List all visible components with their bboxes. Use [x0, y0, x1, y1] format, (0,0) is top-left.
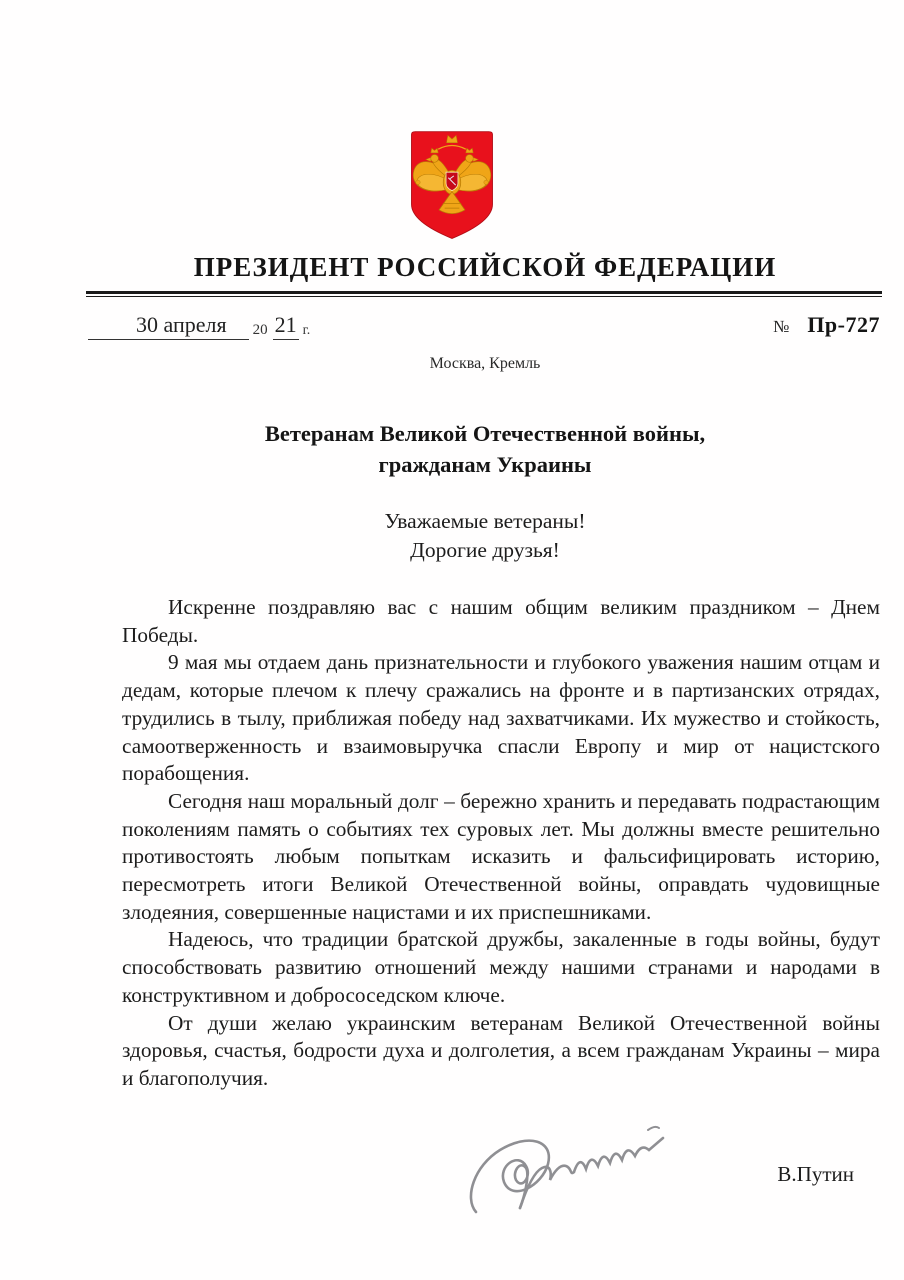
letter-body [122, 594, 880, 1093]
signatory-name: В.Путин [777, 1162, 854, 1186]
body-paragraph: От души желаю украинским ветеранам Великой Отечественной войны здоровья, счастья, бодрости духа и долголетия, а всем гражданам Украины – мира и благополучия. [122, 1010, 880, 1090]
date-line [88, 312, 310, 340]
body-paragraph: 9 мая мы отдаем дань признательности и глубокого уважения нашим отцам и дедам, которые плечом к плечу сражались на фронте и в партизанских отрядах, трудились в тылу, приближая победу над захватчиками. Их мужество и стойкость, самоотверженность и взаимовыручка спасли Европу и мир от нацистского порабощения. [122, 650, 880, 786]
addressee-block [88, 418, 882, 480]
date-year: 21 [273, 312, 299, 340]
date-suffix: г. [302, 323, 311, 338]
body-paragraph: Надеюсь, что традиции братской дружбы, закаленные в годы войны, будут способствовать развитию отношений между нашими странами и народами в конструктивном и добрососедском ключе. [122, 927, 880, 1007]
letterhead-divider [86, 291, 882, 297]
number-value: Пр-727 [807, 312, 880, 337]
signature-block [122, 1120, 880, 1230]
date-day-month: 30 апреля [88, 312, 249, 340]
body-paragraph: Сегодня наш моральный долг – бережно хранить и передавать подрастающим поколениям память о событиях тех суровых лет. Мы должны вместе решительно противостоять любым попыткам исказить и фальсифицировать историю, пересмотреть итоги Великой Отечественной войны, оправдать чудовищные злодеяния, совершенные нацистами и их приспешниками. [122, 788, 880, 924]
place-line: Москва, Кремль [429, 355, 541, 372]
russian-coat-of-arms [0, 130, 904, 242]
letterhead [88, 252, 882, 283]
salutation-line-2: Дорогие друзья! [410, 538, 560, 562]
addressee-line-2: гражданам Украины [378, 452, 592, 477]
document-number [773, 312, 880, 338]
double-headed-eagle-icon [406, 130, 498, 242]
salutation-block [88, 507, 882, 565]
body-paragraph: Искренне поздравляю вас с нашим общим великим праздником – Днем Победы. [122, 595, 880, 647]
date-century: 20 [252, 322, 268, 338]
salutation-line-1: Уважаемые ветераны! [384, 509, 586, 533]
handwritten-signature-icon [462, 1120, 732, 1225]
number-sign: № [773, 317, 790, 336]
addressee-line-1: Ветеранам Великой Отечественной войны, [264, 421, 706, 446]
meta-row [88, 312, 880, 340]
letterhead-title: ПРЕЗИДЕНТ РОССИЙСКОЙ ФЕДЕРАЦИИ [193, 252, 777, 282]
